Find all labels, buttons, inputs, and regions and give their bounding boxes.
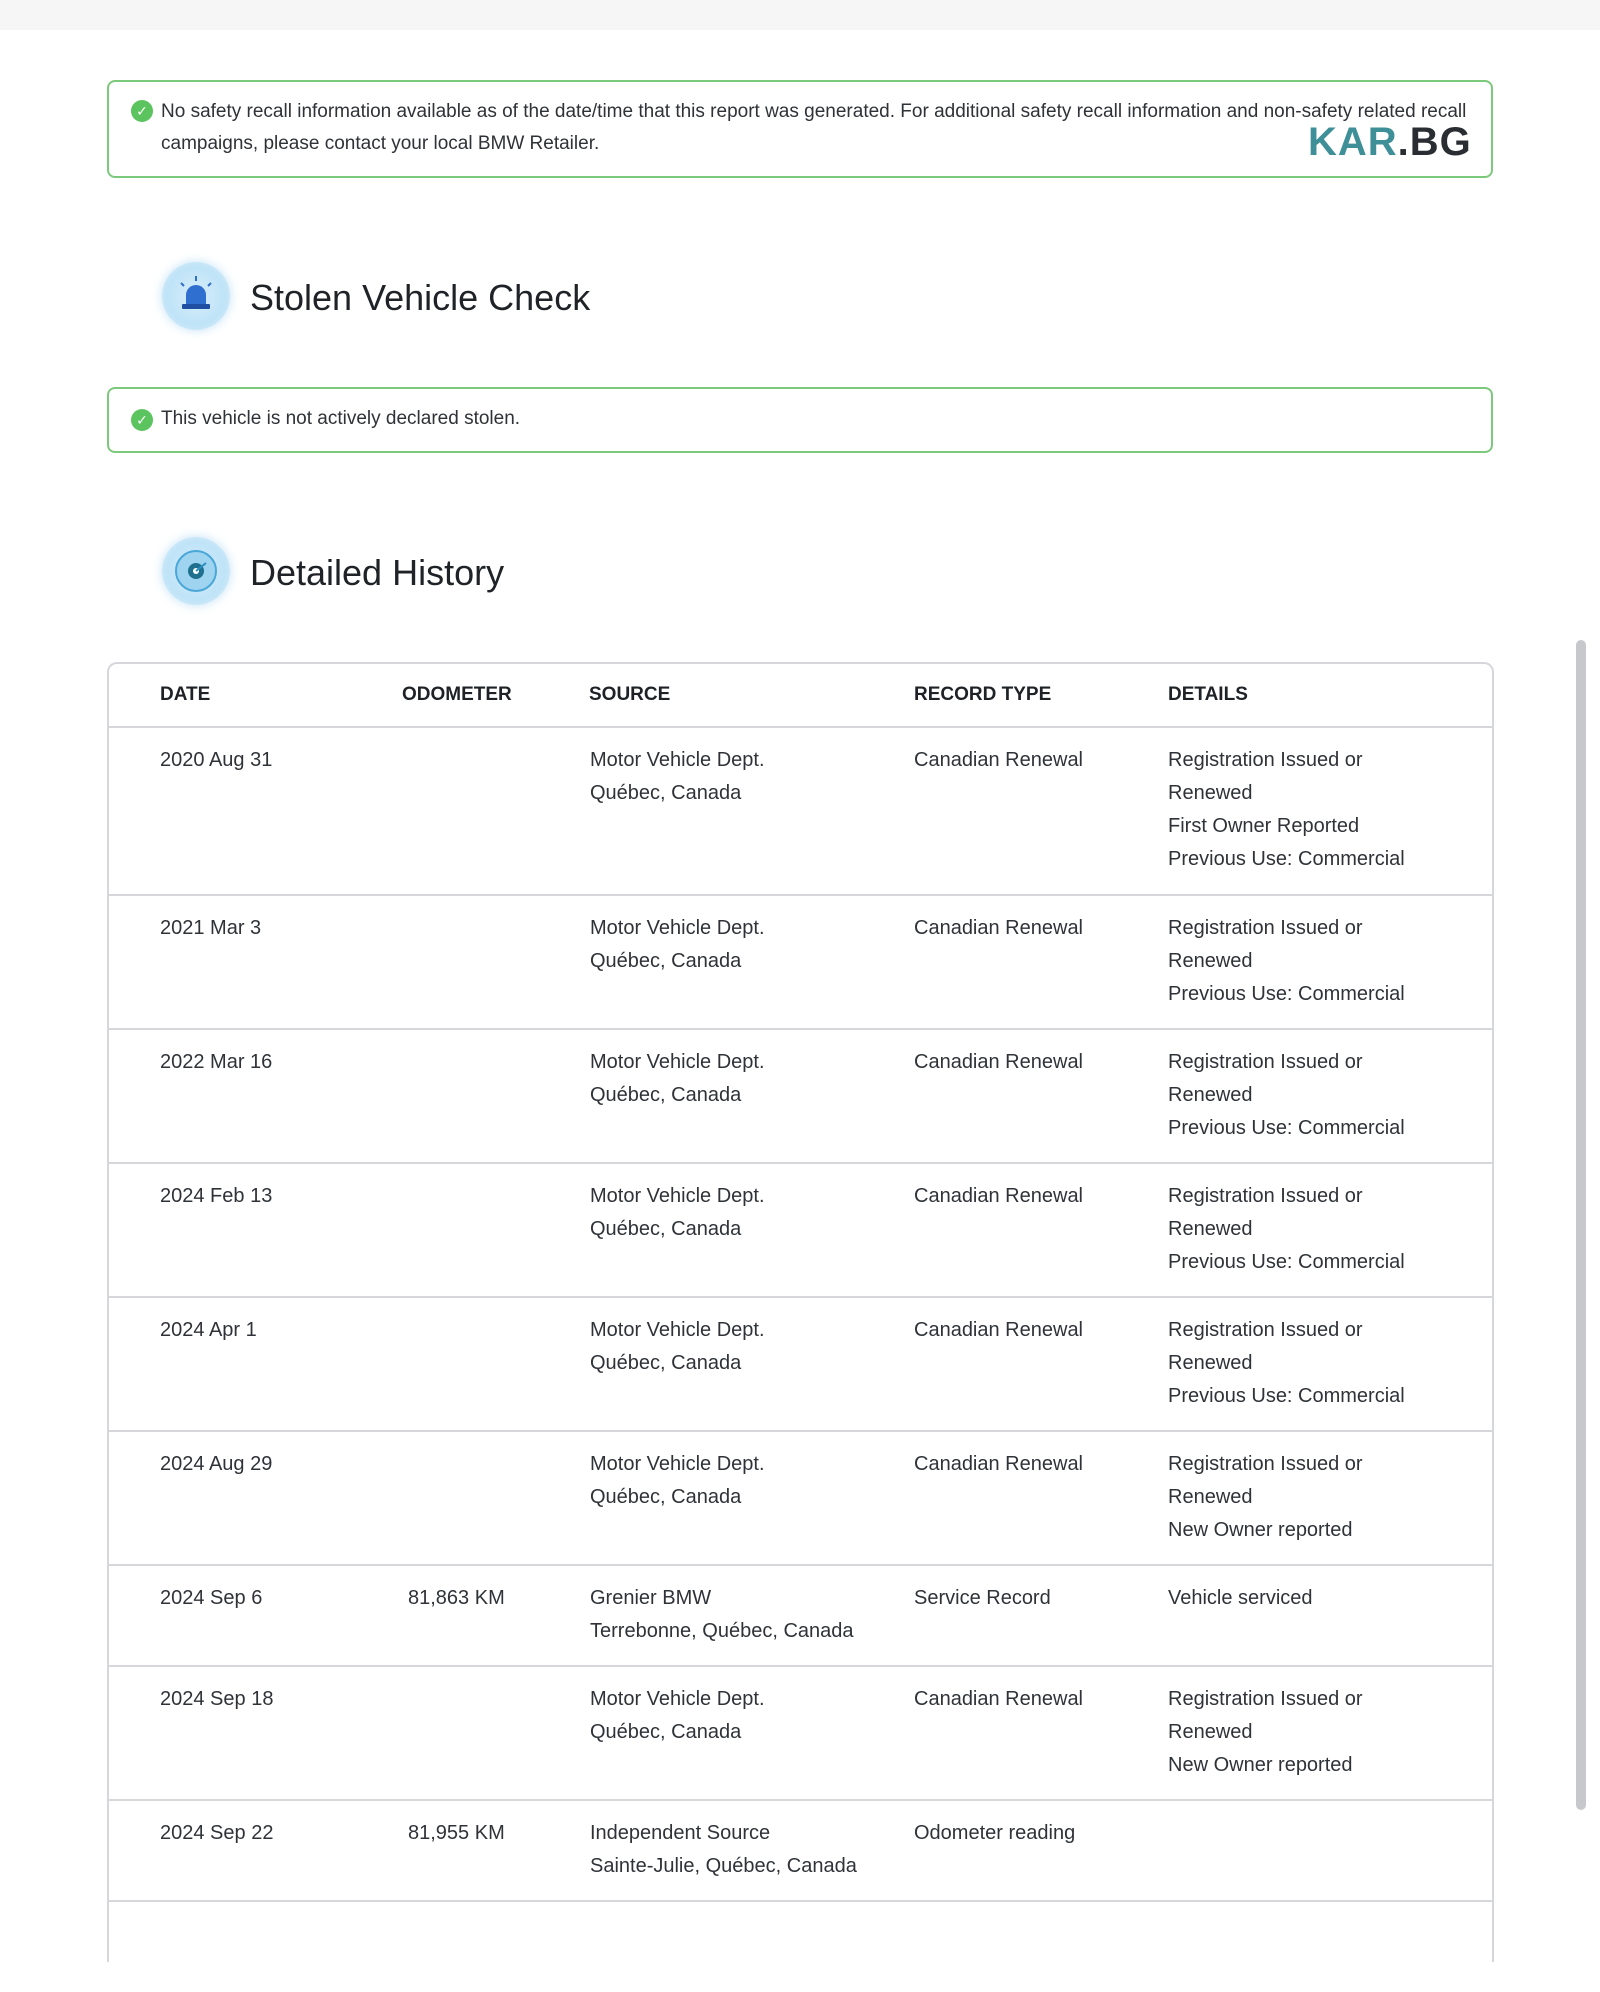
- check-circle-icon: ✓: [131, 100, 153, 122]
- check-circle-icon: ✓: [131, 409, 153, 431]
- row-source: Motor Vehicle Dept. Québec, Canada: [590, 749, 765, 804]
- header-date: DATE: [160, 684, 211, 705]
- row-record-type: Canadian Renewal: [914, 749, 1084, 771]
- header-odometer: ODOMETER: [402, 684, 512, 705]
- row-record-type: Canadian Renewal: [914, 1453, 1084, 1475]
- scrollbar-thumb[interactable]: [1576, 640, 1586, 1810]
- row-date: 2022 Mar 16: [160, 1051, 273, 1073]
- row-record-type: Service Record: [914, 1587, 1051, 1609]
- table-row: [109, 1164, 1492, 1298]
- row-record-type: Odometer reading: [914, 1822, 1076, 1844]
- row-date: 2024 Aug 29: [160, 1453, 273, 1475]
- recall-alert-text: No safety recall information available as of the date/time that this report was generated. For additional safety recall information and non-safety related recall campaigns, please contact your local BMW Retailer.: [161, 101, 1467, 154]
- row-date: 2024 Apr 1: [160, 1319, 257, 1341]
- recall-info-alert: [107, 80, 1493, 178]
- row-source: Independent Source Sainte-Julie, Québec, Canada: [590, 1822, 857, 1877]
- row-details: Registration Issued or Renewed New Owner reported: [1168, 1453, 1363, 1541]
- row-source: Motor Vehicle Dept. Québec, Canada: [590, 1453, 765, 1508]
- row-details: Registration Issued or Renewed Previous Use: Commercial: [1168, 1319, 1405, 1407]
- table-row: [109, 1432, 1492, 1566]
- table-row: [109, 1667, 1492, 1801]
- row-details: Registration Issued or Renewed Previous Use: Commercial: [1168, 1185, 1405, 1273]
- table-row: [109, 1298, 1492, 1432]
- row-source: Motor Vehicle Dept. Québec, Canada: [590, 1185, 765, 1240]
- row-source: Grenier BMW Terrebonne, Québec, Canada: [590, 1587, 854, 1642]
- top-strip: [0, 0, 1600, 30]
- table-row: [109, 1801, 1492, 1902]
- table-row: [109, 1030, 1492, 1164]
- row-record-type: Canadian Renewal: [914, 1051, 1084, 1073]
- row-source: Motor Vehicle Dept. Québec, Canada: [590, 1688, 765, 1743]
- history-table: [107, 662, 1494, 1962]
- stolen-alert-text: This vehicle is not actively declared stolen.: [161, 408, 521, 429]
- siren-icon: [162, 262, 230, 330]
- row-date: 2021 Mar 3: [160, 917, 262, 939]
- row-odometer: 81,955 KM: [408, 1822, 505, 1844]
- row-record-type: Canadian Renewal: [914, 1688, 1084, 1710]
- row-source: Motor Vehicle Dept. Québec, Canada: [590, 917, 765, 972]
- table-row: [109, 896, 1492, 1030]
- header-source: SOURCE: [589, 684, 671, 705]
- row-source: Motor Vehicle Dept. Québec, Canada: [590, 1051, 765, 1106]
- row-date: 2024 Sep 6: [160, 1587, 263, 1609]
- row-details: Registration Issued or Renewed First Owner Reported Previous Use: Commercial: [1168, 749, 1405, 870]
- stolen-status-alert: [107, 387, 1493, 453]
- row-odometer: 81,863 KM: [408, 1587, 505, 1609]
- table-row: [109, 728, 1492, 896]
- watermark-logo: KAR.BG: [1308, 120, 1472, 164]
- row-date: 2024 Feb 13: [160, 1185, 273, 1207]
- row-date: 2020 Aug 31: [160, 749, 273, 771]
- row-details: Registration Issued or Renewed Previous Use: Commercial: [1168, 917, 1405, 1005]
- row-details: Registration Issued or Renewed New Owner reported: [1168, 1688, 1363, 1776]
- row-record-type: Canadian Renewal: [914, 917, 1084, 939]
- gauge-icon: [162, 537, 230, 605]
- table-row: [109, 1566, 1492, 1667]
- row-record-type: Canadian Renewal: [914, 1185, 1084, 1207]
- table-header: [109, 664, 1492, 728]
- stolen-check-title: Stolen Vehicle Check: [250, 277, 591, 318]
- row-source: Motor Vehicle Dept. Québec, Canada: [590, 1319, 765, 1374]
- header-record-type: RECORD TYPE: [914, 684, 1052, 705]
- row-date: 2024 Sep 22: [160, 1822, 274, 1844]
- row-details: Vehicle serviced: [1168, 1587, 1313, 1609]
- row-details: Registration Issued or Renewed Previous Use: Commercial: [1168, 1051, 1405, 1139]
- header-details: DETAILS: [1168, 684, 1248, 705]
- row-record-type: Canadian Renewal: [914, 1319, 1084, 1341]
- row-date: 2024 Sep 18: [160, 1688, 274, 1710]
- detailed-history-title: Detailed History: [250, 552, 505, 593]
